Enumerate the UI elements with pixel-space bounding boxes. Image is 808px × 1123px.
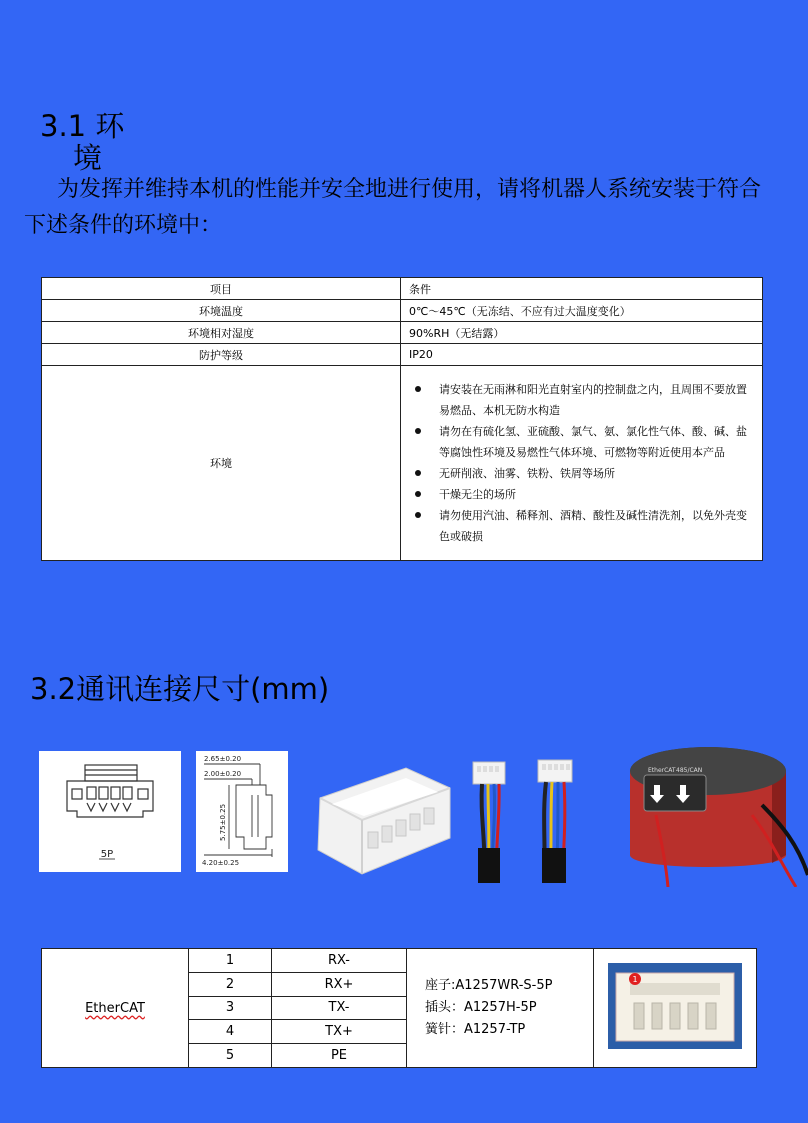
header-item: 项目: [42, 278, 401, 300]
motor-photo: [622, 745, 808, 887]
table-row: 环境温度 0℃～45℃（无冻结、不应有过大温度变化）: [42, 300, 763, 322]
dim-top-1: 2.65±0.20: [204, 755, 242, 763]
connector-side-svg: [196, 751, 288, 872]
table-row: 环境相对湿度 90%RH（无结露）: [42, 322, 763, 344]
table-row: 3 TX-: [42, 996, 757, 1020]
connector-side-drawing: [196, 751, 288, 872]
part-plug: 插头：A1257H-5P: [425, 1000, 537, 1015]
table-row-environment: [42, 366, 763, 561]
dim-bottom: 4.20±0.25: [202, 859, 240, 867]
cable-photo-left: [470, 758, 510, 883]
section-heading-3-1: [40, 108, 150, 176]
motor-label-485can: 485/CAN: [676, 767, 703, 774]
dim-top-2: 2.00±0.20: [204, 770, 242, 778]
dim-height: 5.75±0.25: [219, 803, 227, 841]
photo-marker: 1: [632, 975, 638, 984]
list-item: 干燥无尘的场所: [409, 484, 756, 505]
drawing-label-5p: 5P: [100, 849, 114, 860]
connector-housing-photo: [310, 758, 458, 880]
table-row: 2 RX+: [42, 972, 757, 996]
environment-table: [41, 277, 763, 561]
part-pin: 簧针：A1257-TP: [425, 1022, 526, 1037]
part-numbers: [407, 949, 594, 1068]
cable-photo-right: [534, 756, 578, 883]
connector-front-drawing: [39, 751, 181, 872]
env-bullet-list: [409, 379, 756, 547]
list-item: 无研削液、油雾、铁粉、铁屑等场所: [409, 463, 756, 484]
part-socket: 座子:A1257WR-S-5P: [425, 978, 553, 993]
heading-text-wrap: 境: [73, 141, 103, 175]
connector-board-photo: [594, 949, 757, 1068]
header-condition: 条件: [401, 278, 763, 300]
motor-label-ethercat: EtherCAT: [648, 767, 676, 774]
heading-number: 3.1: [40, 109, 87, 143]
table-header-row: [42, 278, 763, 300]
intro-paragraph: 为发挥并维持本机的性能并安全地进行使用，请将机器人系统安装于符合下述条件的环境中：: [24, 177, 762, 238]
list-item: 请勿在有硫化氢、亚硫酸、氯气、氨、氯化性气体、酸、碱、盐等腐蚀性环境及易燃性气体环境、可燃物等附近使用本产品: [409, 421, 756, 463]
list-item: 请安装在无雨淋和阳光直射室内的控制盘之内，且周围不要放置易燃品、本机无防水构造: [409, 379, 756, 421]
connector-front-svg: [39, 751, 181, 872]
list-item: 请勿使用汽油、稀释剂、酒精、酸性及碱性清洗剂，以免外壳变色或破损: [409, 505, 756, 547]
table-row: 4 TX+: [42, 1020, 757, 1044]
table-row: EtherCAT 1 RX- 座子:A1257WR-S-5P 插头：A1257H-5P 簧针：A1257-TP 1: [42, 949, 757, 973]
heading-text: 环: [95, 109, 125, 143]
section-heading-3-2: 3.2通讯连接尺寸(mm): [30, 672, 330, 706]
env-label: 环境: [42, 366, 401, 561]
ethercat-label: EtherCAT: [85, 1000, 145, 1016]
table-row: 防护等级 IP20: [42, 344, 763, 366]
table-row: 5 PE: [42, 1044, 757, 1068]
ethercat-pin-table: [41, 948, 757, 1068]
